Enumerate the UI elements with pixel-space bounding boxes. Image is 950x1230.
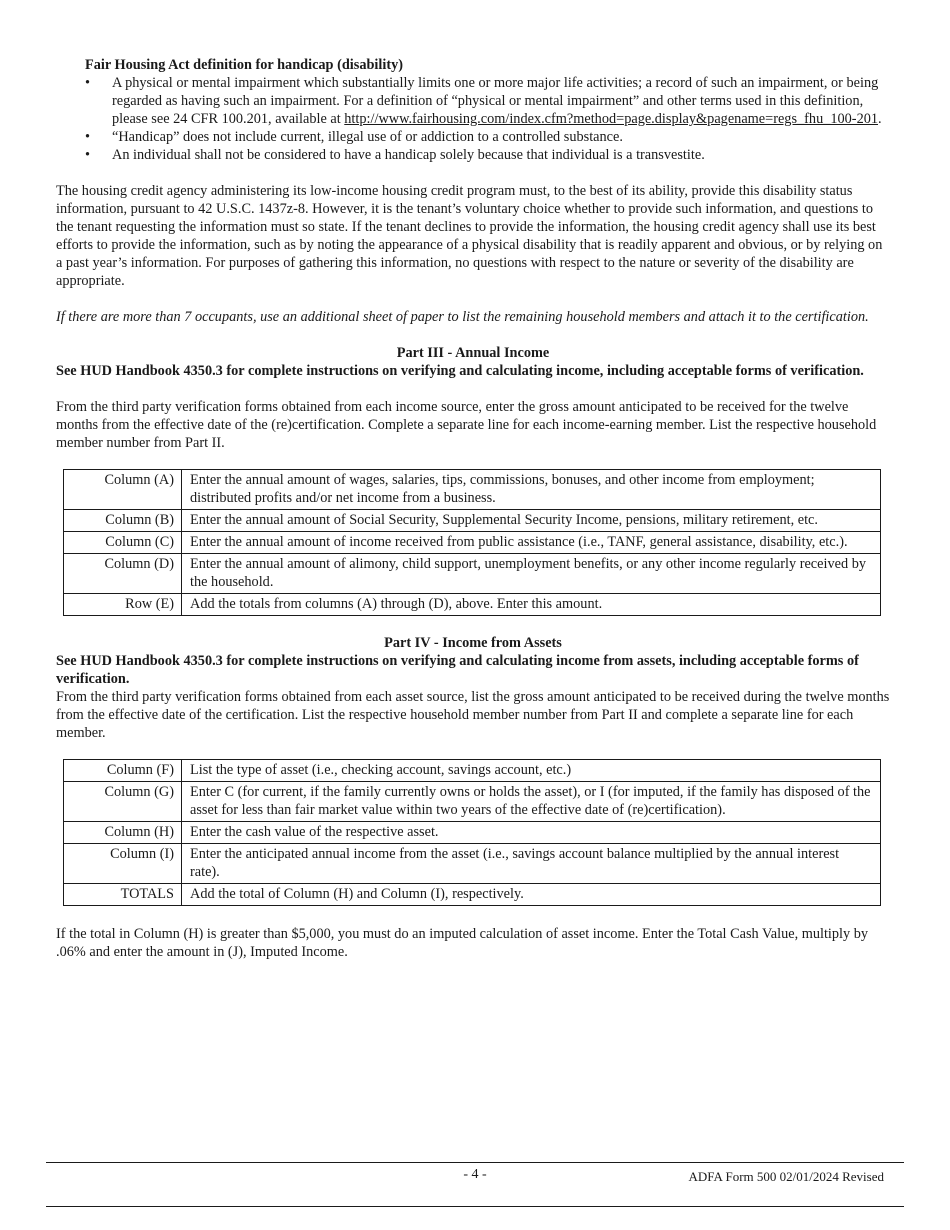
part3-title: Part III - Annual Income (396, 345, 550, 361)
row-label: Column (A) (64, 470, 182, 510)
fha-bullet-1-end: . (878, 111, 882, 127)
form-identifier: ADFA Form 500 02/01/2024 Revised (688, 1169, 884, 1184)
row-text: Enter the annual amount of income received from public assistance (i.e., TANF, general assistance, disability, etc.). (182, 532, 881, 554)
fairhousing-link[interactable]: http://www.fairhousing.com/index.cfm?method=page.display&pagename=regs_fhu_100-201 (344, 111, 879, 127)
row-text: Enter the annual amount of Social Security, Supplemental Security Income, pensions, military retirement, etc. (182, 510, 881, 532)
part4-subtitle: See HUD Handbook 4350.3 for complete instructions on verifying and calculating income from assets, including acceptable forms of verification. (56, 653, 859, 687)
row-text: Add the total of Column (H) and Column (I), respectively. (182, 884, 881, 906)
fha-bullet-list (56, 74, 890, 164)
row-label: Row (E) (64, 594, 182, 616)
row-text: Enter the cash value of the respective asset. (182, 822, 881, 844)
row-text: List the type of asset (i.e., checking account, savings account, etc.) (182, 760, 881, 782)
document-page (56, 56, 890, 961)
page-number: - 4 - (463, 1167, 487, 1182)
table-row (64, 470, 881, 510)
table-row (64, 532, 881, 554)
table-row (64, 760, 881, 782)
fha-bullet-2: • “Handicap” does not include current, illegal use of or addiction to a controlled substance. (112, 128, 890, 146)
row-label: TOTALS (64, 884, 182, 906)
table-row (64, 594, 881, 616)
fha-bullet-1-text: A physical or mental impairment which substantially limits one or more major life activities; a record of such an impairment, or being regarded as having such an impairment. For a definition of “physical or mental impairment” and other terms used in this definition, please see 24 CFR 100.201, available at (112, 75, 879, 127)
row-text: Enter the anticipated annual income from the asset (i.e., savings account balance multiplied by the annual interest rate). (182, 844, 881, 884)
fha-bullet-1 (112, 74, 890, 128)
row-label: Column (B) (64, 510, 182, 532)
row-text: Enter the annual amount of alimony, child support, unemployment benefits, or any other income regularly received by the household. (182, 554, 881, 594)
part4-intro: From the third party verification forms obtained from each asset source, list the gross amount anticipated to be received during the twelve months from the effective date of the certification. List the respective household member number from Part II and complete a separate line for each member. (56, 689, 890, 741)
table-row (64, 844, 881, 884)
disability-paragraph: The housing credit agency administering its low-income housing credit program must, to the best of its ability, provide this disability status information, pursuant to 42 U.S.C. 1437z-8. However, it is the tenant’s voluntary choice whether to provide such information, and questions to the tenant requesting the information must so state. If the tenant declines to provide the information, the housing credit agency shall use its best efforts to provide the information, such as by noting the appearance of a physical disability that is readily apparent and obvious, or by relying on a past year’s information. For purposes of gathering this information, no questions with respect to the nature or severity of the disability are appropriate. (56, 183, 883, 289)
row-text: Add the totals from columns (A) through (D), above. Enter this amount. (182, 594, 881, 616)
footer-top-rule (46, 1162, 904, 1163)
row-label: Column (D) (64, 554, 182, 594)
table-row (64, 884, 881, 906)
part4-title: Part IV - Income from Assets (384, 635, 562, 651)
part3-intro: From the third party verification forms obtained from each income source, enter the gross amount anticipated to be received for the twelve months from the effective date of the (re)certification. Complete a separate line for each income-earning member. List the respective household member number from Part II. (56, 399, 877, 451)
fha-heading: Fair Housing Act definition for handicap (disability) (85, 57, 404, 73)
fha-bullet-3: • An individual shall not be considered to have a handicap solely because that individual is a transvestite. (112, 146, 890, 164)
row-label: Column (I) (64, 844, 182, 884)
row-label: Column (G) (64, 782, 182, 822)
row-label: Column (F) (64, 760, 182, 782)
part4-closing: If the total in Column (H) is greater than $5,000, you must do an imputed calculation of asset income. Enter the Total Cash Value, multiply by .06% and enter the amount in (J), Imputed Income. (56, 926, 869, 960)
table-row (64, 782, 881, 822)
part4-instruction-table (63, 759, 881, 906)
part3-subtitle: See HUD Handbook 4350.3 for complete instructions on verifying and calculating income, including acceptable forms of verification. (56, 363, 864, 379)
row-label: Column (H) (64, 822, 182, 844)
occupants-note: If there are more than 7 occupants, use an additional sheet of paper to list the remaining household members and attach it to the certification. (56, 309, 869, 325)
row-text: Enter C (for current, if the family currently owns or holds the asset), or I (for imputed, if the family has disposed of the asset for less than fair market value within two years of the effective date of (re)certification). (182, 782, 881, 822)
table-row (64, 554, 881, 594)
footer-bottom-rule (46, 1206, 904, 1207)
table-row (64, 510, 881, 532)
row-label: Column (C) (64, 532, 182, 554)
part3-instruction-table (63, 469, 881, 616)
row-text: Enter the annual amount of wages, salaries, tips, commissions, bonuses, and other income from employment; distributed profits and/or net income from a business. (182, 470, 881, 510)
table-row (64, 822, 881, 844)
